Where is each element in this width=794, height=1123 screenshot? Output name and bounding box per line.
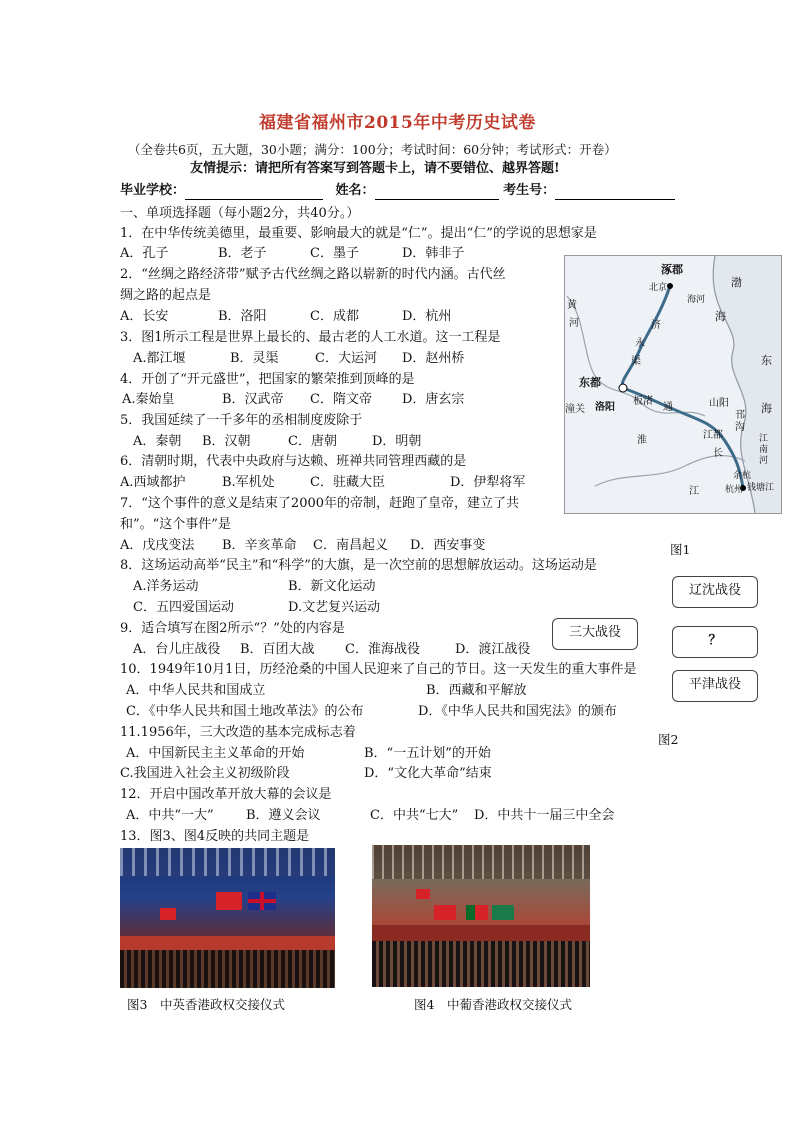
question-11: 11.1956年，三大改造的基本完成标志着 [120, 725, 356, 740]
q9-option-d: D．渡江战役 [455, 642, 531, 657]
name-blank[interactable] [375, 185, 499, 200]
q2-option-b: B．洛阳 [218, 309, 267, 324]
question-8: 8．这场运动高举“民主”和“科学”的大旗，是一次空前的思想解放运动。这场运动是 [120, 558, 597, 573]
question-5: 5．我国延续了一千多年的丞相制度废除于 [120, 413, 363, 428]
china-flag-icon [216, 892, 242, 910]
school-blank[interactable] [185, 185, 323, 200]
question-3: 3．图1所示工程是世界上最长的、最古老的人工水道。这一工程是 [120, 330, 501, 345]
q3-option-a: A.都江堰 [133, 351, 186, 366]
q3-option-b: B．灵渠 [230, 351, 279, 366]
map-label-bo: 渤 [731, 276, 742, 289]
map-label-jiang: 江 [689, 486, 699, 497]
map-label-qu: 渠 [631, 356, 641, 367]
question-6: 6．清朝时期，代表中央政府与达赖、班禅共同管理西藏的是 [120, 454, 467, 469]
q4-option-c: C．隋文帝 [310, 392, 372, 407]
q6-option-d: D．伊犁将军 [450, 475, 526, 490]
figure-1-map [564, 255, 782, 514]
q6-option-b: B.军机处 [222, 475, 275, 490]
q11-option-c: C.我国进入社会主义初级阶段 [120, 766, 290, 781]
q8-option-a: A.洋务运动 [133, 579, 199, 594]
q7-option-a: A．戊戌变法 [120, 538, 195, 553]
macau-flag-icon [492, 905, 514, 920]
school-label: 毕业学校： [120, 183, 186, 198]
q9-option-a: A．台儿庄战役 [133, 642, 221, 657]
question-7: 7．“这个事件的意义是结束了2000年的帝制，赶跑了皇帝，建立了共 [120, 496, 520, 511]
map-label-ji: 济 [651, 320, 661, 331]
q5-option-a: A．秦朝 [133, 434, 182, 449]
figure-2-caption: 图2 [658, 732, 679, 747]
map-label-dongdu: 东都 [579, 376, 601, 389]
portugal-flag-icon [466, 905, 488, 920]
q3-option-c: C．大运河 [315, 351, 377, 366]
china-flag-icon [434, 905, 456, 920]
q11-option-a: A．中国新民主主义革命的开始 [126, 746, 305, 761]
q7-option-b: B．辛亥革命 [222, 538, 297, 553]
map-label-jiangnanhe: 江南河 [759, 434, 769, 466]
map-label-qiantangjiang: 钱塘江 [747, 483, 775, 493]
q5-option-b: B．汉朝 [202, 434, 251, 449]
question-10: 10．1949年10月1日，历经沧桑的中国人民迎来了自己的节日。这一天发生的重大事件是 [120, 662, 637, 677]
fig2-unknown-box: ？ [672, 626, 758, 658]
figure-3-photo [120, 848, 335, 988]
map-label-zhuojun: 涿郡 [661, 263, 683, 276]
map-label-huai: 淮 [637, 435, 647, 446]
q12-option-a: A．中共“一大” [126, 808, 214, 823]
number-label: 考生号： [503, 183, 556, 198]
q11-option-d: D．“文化大革命”结束 [364, 766, 492, 781]
map-label-han: 邗 [735, 410, 745, 421]
map-label-tong: 通 [663, 402, 673, 413]
q2-option-a: A．长安 [120, 309, 169, 324]
map-label-hai: 海 [715, 310, 726, 323]
uk-flag-icon [248, 892, 276, 910]
fig2-liaoshen-box: 辽沈战役 [672, 576, 758, 608]
q2-option-c: C．成都 [310, 309, 359, 324]
q4-option-a: A.秦始皇 [122, 392, 175, 407]
question-4: 4．开创了“开元盛世”，把国家的繁荣推到顶峰的是 [120, 372, 415, 387]
q5-option-c: C．唐朝 [288, 434, 337, 449]
map-label-dong-hai: 海 [761, 402, 772, 415]
number-blank[interactable] [555, 185, 675, 200]
map-label-shanyang: 山阳 [709, 398, 729, 409]
exam-info: （全卷共6页，五大题，30小题；满分：100分；考试时间：60分钟；考试形式：开卷） [128, 142, 617, 157]
figure-3-caption: 图3 中英香港政权交接仪式 [127, 997, 285, 1012]
q8-option-c: C．五四爱国运动 [133, 600, 234, 615]
q9-option-c: C．淮海战役 [345, 642, 420, 657]
q12-option-c: C．中共“七大” [370, 808, 459, 823]
q1-option-c: C．墨子 [310, 246, 359, 261]
section-heading: 一、单项选择题（每小题2分，共40分。） [120, 206, 360, 221]
q8-option-b: B．新文化运动 [288, 579, 376, 594]
q4-option-d: D．唐玄宗 [402, 392, 465, 407]
map-label-gou: 沟 [735, 422, 745, 433]
question-9: 9．适合填写在图2所示“？”处的内容是 [120, 621, 345, 636]
q10-option-a: A．中华人民共和国成立 [126, 683, 266, 698]
figure-1-caption: 图1 [670, 542, 691, 557]
map-label-luoyang: 洛阳 [595, 402, 615, 413]
student-info-row [120, 182, 675, 200]
q11-option-b: B．“一五计划”的开始 [364, 746, 491, 761]
question-7-cont: 和”。“这个事件”是 [120, 517, 231, 532]
map-label-hangzhou: 杭州 [725, 485, 744, 495]
q6-option-c: C．驻藏大臣 [310, 475, 385, 490]
q1-option-d: D．韩非子 [402, 246, 465, 261]
map-label-haihe: 海河 [687, 295, 706, 305]
q5-option-d: D．明朝 [372, 434, 422, 449]
map-label-yuhang: 余杭 [733, 471, 752, 481]
q12-option-b: B．遵义会议 [246, 808, 321, 823]
map-label-he: 河 [569, 318, 579, 329]
q7-option-d: D．西安事变 [410, 538, 486, 553]
map-label-huang: 黄 [567, 300, 577, 311]
question-13: 13．图3、图4反映的共同主题是 [120, 829, 310, 844]
q10-option-d: D．《中华人民共和国宪法》的颁布 [418, 704, 617, 719]
q7-option-c: C．南昌起义 [313, 538, 388, 553]
name-label: 姓名： [335, 183, 375, 198]
q4-option-b: B．汉武帝 [222, 392, 284, 407]
map-label-dong: 东 [761, 354, 772, 367]
question-2: 2．“丝绸之路经济带”赋予古代丝绸之路以崭新的时代内涵。古代丝 [120, 267, 506, 282]
q12-option-d: D．中共十一届三中全会 [474, 808, 615, 823]
map-label-chang: 长 [713, 448, 723, 459]
q1-option-b: B．老子 [218, 246, 267, 261]
q3-option-d: D．赵州桥 [402, 351, 465, 366]
q9-option-b: B．百团大战 [240, 642, 315, 657]
map-label-jiangdu: 江都 [703, 430, 723, 441]
tip: 友情提示：请把所有答案写到答题卡上，请不要错位、越界答题! [190, 161, 560, 176]
figure-4-photo [372, 845, 590, 987]
figure-4-caption: 图4 中葡香港政权交接仪式 [414, 997, 572, 1012]
q8-option-d: D.文艺复兴运动 [288, 600, 381, 615]
q2-option-d: D．杭州 [402, 309, 452, 324]
q10-option-c: C．《中华人民共和国土地改革法》的公布 [126, 704, 364, 719]
map-label-banzhu: 板渚 [633, 396, 653, 407]
question-2-cont: 绸之路的起点是 [120, 288, 212, 303]
q10-option-b: B．西藏和平解放 [426, 683, 527, 698]
fig2-pingjin-box: 平津战役 [672, 670, 758, 702]
page-title: 福建省福州市2015年中考历史试卷 [259, 113, 536, 133]
map-label-yong: 永 [635, 338, 645, 349]
map-label-beijing: 北京 [649, 283, 668, 293]
q6-option-a: A.西域都护 [120, 475, 186, 490]
q1-option-a: A．孔子 [120, 246, 169, 261]
question-12: 12．开启中国改革开放大幕的会议是 [120, 787, 332, 802]
fig2-three-campaigns-box: 三大战役 [552, 618, 638, 650]
map-label-tongguan: 潼关 [565, 404, 585, 415]
question-1: 1．在中华传统美德里，最重要、影响最大的就是“仁”。提出“仁”的学说的思想家是 [120, 226, 597, 241]
